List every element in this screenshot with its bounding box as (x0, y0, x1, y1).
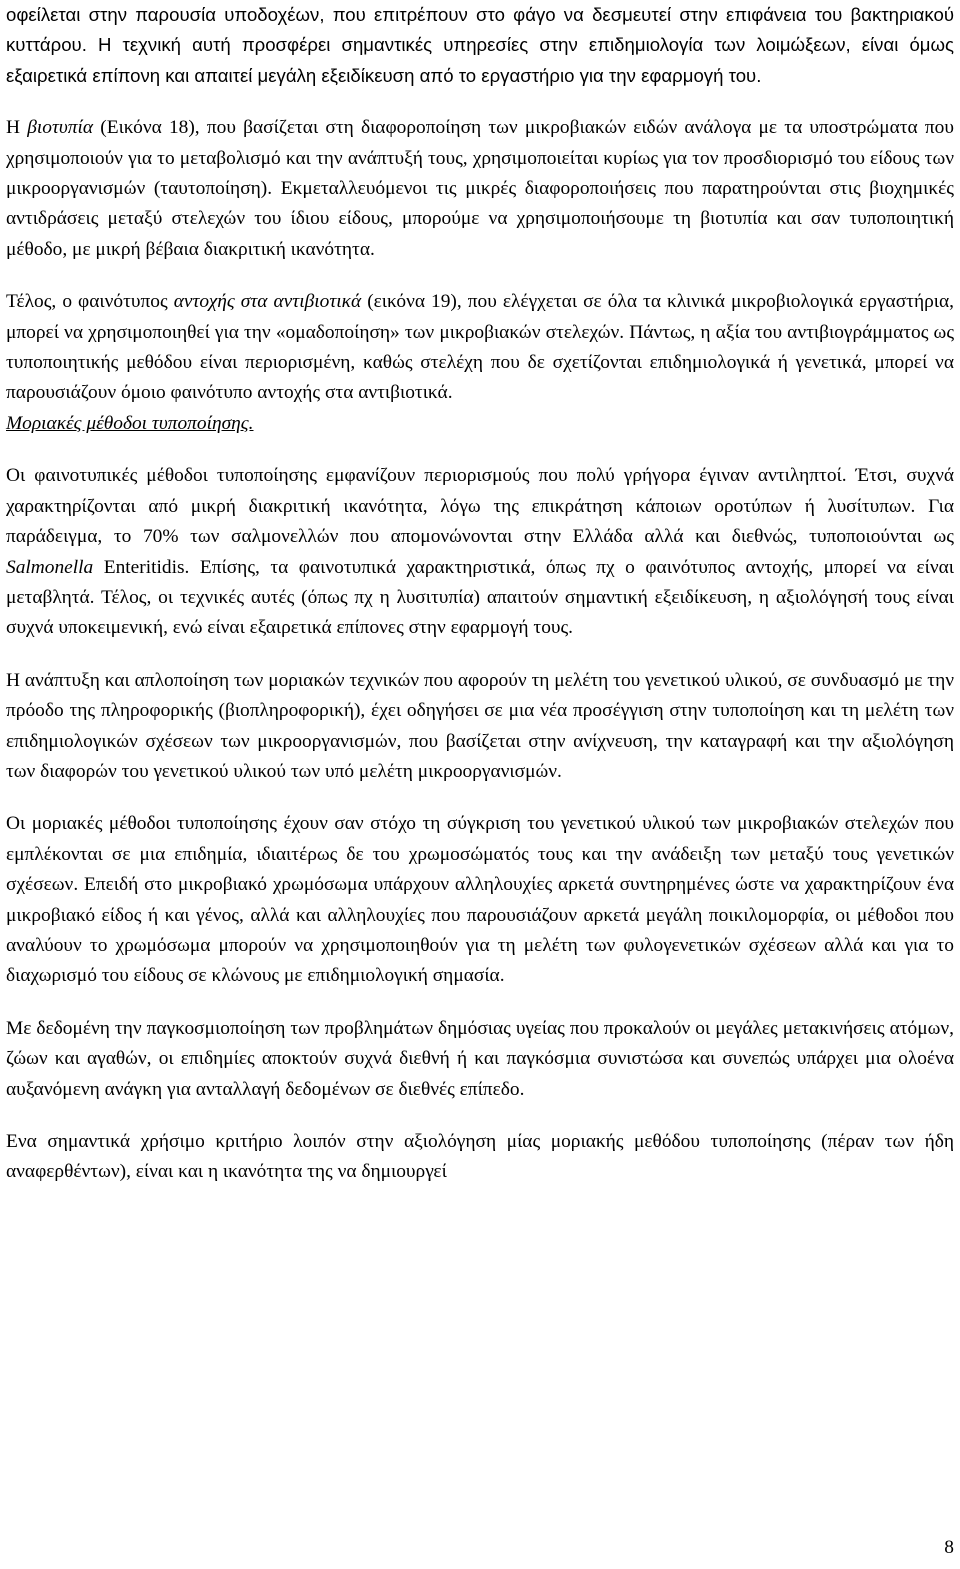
paragraph-phage-typing: οφείλεται στην παρουσία υποδοχέων, που επιτρέπουν στο φάγο να δεσμευτεί στην επιφάνεια του βακτηριακού κυττάρου. Η τεχνική αυτή προσφέρει σημαντικές υπηρεσίες στην επιδημιολογία των λοιμώξεων, είναι όμως εξαιρετικά επίπονη και απαιτεί μεγάλη εξειδίκευση από το εργαστήριο για την εφαρμογή του. (6, 4, 954, 86)
paragraph-text: Enteritidis. Επίσης, τα φαινοτυπικά χαρακτηριστικά, όπως πχ ο φαινότυπος αντοχής, μπορεί να είναι μεταβλητά. Τέλος, οι τεχνικές αυτές (όπως πχ η λυσιτυπία) απαιτούν σημαντική εξειδίκευση, η αξιολόγησή τους είναι συχνά υποκειμενική, ενώ είναι εξαιρετικά επίπονες στην εφαρμογή τους. (6, 556, 954, 639)
paragraph-text: Τέλος, ο φαινότυπος (6, 291, 174, 313)
paragraph-phenotypic-limits (6, 461, 954, 643)
document-page (6, 0, 954, 1188)
paragraph-biotyping (6, 113, 954, 265)
page-number: 8 (944, 1537, 954, 1558)
italic-term-salmonella: Salmonella (6, 556, 94, 578)
paragraph-evaluation-criterion: Ενα σημαντικά χρήσιμο κριτήριο λοιπόν στην αξιολόγηση μίας μοριακής μεθόδου τυποποίησης (πέραν των ήδη αναφερθέντων), είναι και η ικανότητα της να δημιουργεί (6, 1131, 954, 1183)
paragraph-text: Η (6, 117, 28, 139)
paragraph-text: (Εικόνα 18), που βασίζεται στη διαφοροποίηση των μικροβιακών ειδών ανάλογα με τα υποστρώματα που χρησιμοποιούν για το μεταβολισμό και την ανάπτυξή τους, χρησιμοποιείται κυρίως για τον προσδιορισμό του είδους των μικροοργανισμών (ταυτοποίηση). Εκμεταλλευόμενοι τις μικρές διαφοροποιήσεις που παρατηρούνται στις βιοχημικές αντιδράσεις μεταξύ στελεχών του ίδιου είδους, μπορούμε να χρησιμοποιήσουμε τη βιοτυπία και σαν τυποποιητική μέθοδο, με μικρή βέβαια διακριτική ικανότητα. (6, 117, 954, 260)
section-heading: Μοριακές μέθοδοι τυποποίησης. (6, 412, 254, 434)
paragraph-globalization: Με δεδομένη την παγκοσμιοποίηση των προβλημάτων δημόσιας υγείας που προκαλούν οι μεγάλες μετακινήσεις ατόμων, ζώων και αγαθών, οι επιδημίες αποκτούν συχνά διεθνή ή και παγκόσμια συνιστώσα και συνεπώς υπάρχει μια ολοένα αυξανόμενη ανάγκη για ανταλλαγή δεδομένων σε διεθνές επίπεδο. (6, 1017, 954, 1100)
paragraph-molecular-goals: Οι μοριακές μέθοδοι τυποποίησης έχουν σαν στόχο τη σύγκριση του γενετικού υλικού των μικροβιακών στελεχών που εμπλέκονται σε μια επιδημία, ιδιαιτέρως δε του χρωμοσώματός τους και την ανάδειξη των μεταξύ τους γενετικών σχέσεων. Επειδή στο μικροβιακό χρωμόσωμα υπάρχουν αλληλουχίες αρκετά συντηρημένες ώστε να χαρακτηρίζουν ένα μικροβιακό είδος ή και γένος, αλλά και αλληλουχίες που παρουσιάζουν αρκετά μεγάλη ποικιλομορφία, οι μέθοδοι που αναλύουν το χρωμόσωμα μπορούν να χρησιμοποιηθούν για τη μελέτη των φυλογενετικών σχέσεων αλλά και για το διαχωρισμό του είδους σε κλώνους με επιδημιολογική σημασία. (6, 813, 954, 987)
italic-term-biotyping: βιοτυπία (27, 117, 94, 139)
paragraph-text: (εικόνα 19), που ελέγχεται σε όλα τα κλινικά μικροβιολογικά εργαστήρια, μπορεί να χρησιμοποιηθεί για την «ομαδοποίηση» των μικροβιακών στελεχών. Πάντως, η αξία του αντιβιογράμματος ως τυποποιητικής μεθόδου είναι περιορισμένη, καθώς στελέχη που δε σχετίζονται επιδημιολογικά ή γενετικά, μπορεί να παρουσιάζουν όμοιο φαινότυπο αντοχής στα αντιβιοτικά. (6, 291, 955, 404)
paragraph-text: Οι φαινοτυπικές μέθοδοι τυποποίησης εμφανίζουν περιορισμούς που πολύ γρήγορα έγιναν αντιληπτοί. Έτσι, συχνά χαρακτηρίζονται από μικρή διακριτική ικανότητα, λόγω της επικράτηση κάποιων οροτύπων ή λυσίτυπων. Για παράδειγμα, το 70% των σαλμονελλών που απομονώνονται στην Ελλάδα αλλά και διεθνώς, τυποποιούνται ως (6, 465, 954, 548)
paragraph-antibiotic-resistance (6, 287, 954, 409)
italic-term-resistance: αντοχής στα αντιβιοτικά (173, 291, 362, 313)
paragraph-molecular-development: Η ανάπτυξη και απλοποίηση των μοριακών τεχνικών που αφορούν τη μελέτη του γενετικού υλικού, σε συνδυασμό με την πρόοδο της πληροφορικής (βιοπληροφορική), έχει οδηγήσει σε μια νέα προσέγγιση στην τυποποίηση και τη μελέτη των επιδημιολογικών σχέσεων των μικροοργανισμών, που βασίζεται στην ανίχνευση, την καταγραφή και την αξιολόγηση των διαφορών του γενετικού υλικού των υπό μελέτη μικροοργανισμών. (6, 669, 954, 782)
